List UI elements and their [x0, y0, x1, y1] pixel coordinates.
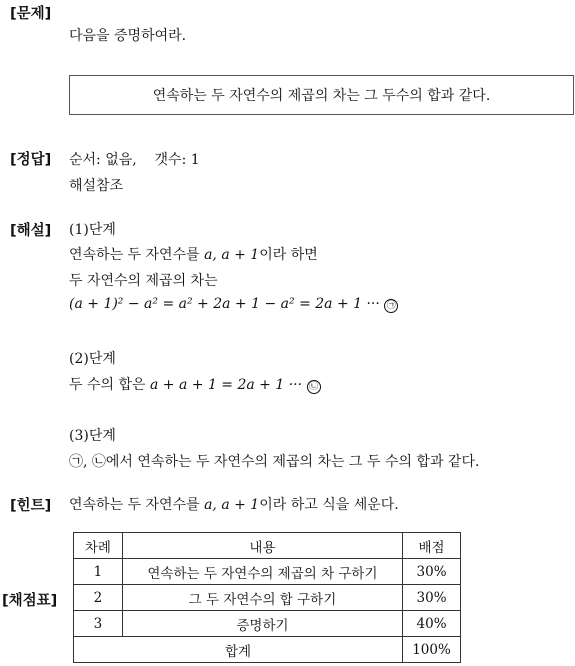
hint-math: a, a + 1 [204, 497, 260, 513]
row-no: 1 [74, 559, 123, 585]
answer-order: 순서: 없음, [69, 152, 137, 168]
step1-formula-line [69, 296, 398, 313]
table-row [74, 559, 461, 585]
step3-text: 에서 연속하는 두 자연수의 제곱의 차는 그 두 수의 합과 같다. [105, 454, 480, 470]
step1-line2: 두 자연수의 제곱의 차는 [69, 273, 218, 289]
step2-pre: 두 수의 합은 [69, 377, 146, 393]
step3-markers: ㉠, ㉡ [69, 454, 106, 470]
step2-title: (2)단계 [69, 351, 116, 367]
step1-formula: (a + 1)² − a² = a² + 2a + 1 − a² = 2a + 1 ··· [69, 296, 380, 312]
scoring-label: [채점표] [2, 593, 58, 609]
row-score: 30% [403, 559, 461, 585]
solution-label: [해설] [10, 223, 52, 239]
table-row [74, 585, 461, 611]
answer-count: 갯수: 1 [154, 152, 200, 168]
step1-line1-math: a, a + 1 [204, 247, 260, 263]
scoring-total-row [74, 637, 461, 663]
row-content: 연속하는 두 자연수의 제곱의 차 구하기 [122, 559, 402, 585]
header-score: 배점 [403, 533, 461, 559]
total-score: 100% [403, 637, 461, 663]
marker-2-icon: ㉡ [307, 380, 321, 394]
problem-instruction: 다음을 증명하여라. [69, 28, 187, 44]
row-score: 30% [403, 585, 461, 611]
step3-line [69, 451, 479, 471]
row-content: 증명하기 [122, 611, 402, 637]
row-score: 40% [403, 611, 461, 637]
step2-formula: a + a + 1 = 2a + 1 ··· [149, 377, 303, 393]
step3-title: (3)단계 [69, 428, 116, 444]
marker-1-icon: ㉠ [384, 299, 398, 313]
answer-ref: 해설참조 [69, 178, 124, 194]
answer-line [69, 149, 200, 169]
scoring-table [73, 532, 461, 663]
step1-line1 [69, 244, 318, 264]
hint-label: [힌트] [10, 498, 52, 514]
problem-label: [문제] [10, 6, 52, 22]
step1-line1-post: 이라 하면 [259, 247, 318, 263]
step1-line1-pre: 연속하는 두 자연수를 [69, 247, 200, 263]
row-no: 3 [74, 611, 123, 637]
header-content: 내용 [122, 533, 402, 559]
total-label: 합계 [74, 637, 403, 663]
step1-title: (1)단계 [69, 222, 116, 238]
hint-line [69, 494, 399, 514]
scoring-header-row [74, 533, 461, 559]
row-no: 2 [74, 585, 123, 611]
row-content: 그 두 자연수의 합 구하기 [122, 585, 402, 611]
hint-pre: 연속하는 두 자연수를 [69, 497, 200, 513]
header-order: 차례 [74, 533, 123, 559]
step2-line [69, 374, 321, 394]
answer-label: [정답] [10, 152, 52, 168]
table-row [74, 611, 461, 637]
problem-statement: 연속하는 두 자연수의 제곱의 차는 그 두수의 합과 같다. [152, 88, 491, 104]
problem-statement-box [69, 75, 574, 115]
hint-post: 이라 하고 식을 세운다. [259, 497, 399, 513]
